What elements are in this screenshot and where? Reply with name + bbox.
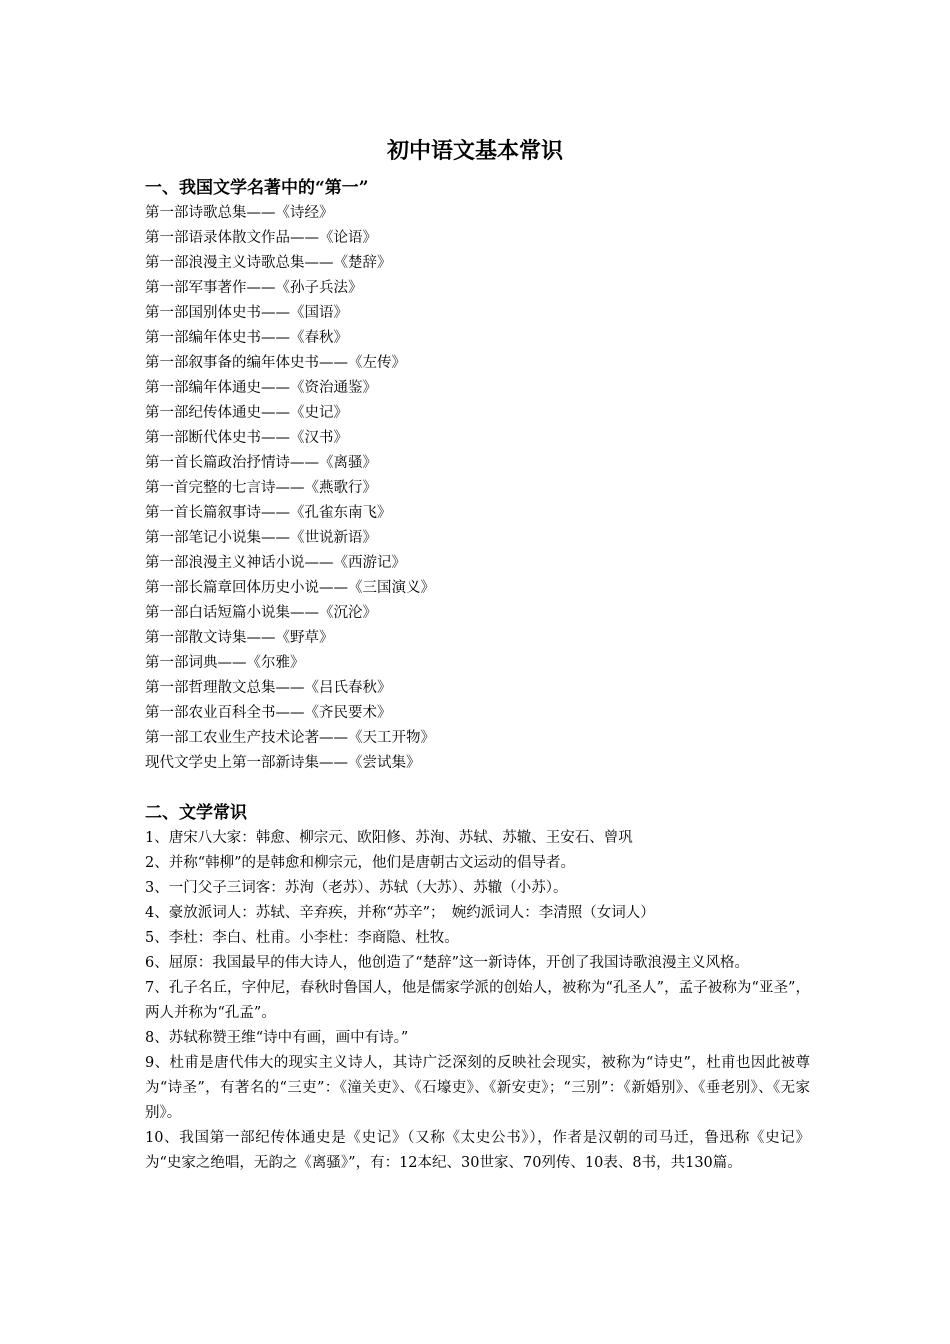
list-item: 1、唐宋八大家：韩愈、柳宗元、欧阳修、苏洵、苏轼、苏辙、王安石、曾巩 (145, 830, 633, 846)
list-item: 第一部浪漫主义神话小说——《西游记》 (145, 555, 406, 571)
document-title: 初中语文基本常识 (386, 138, 563, 164)
section-2-list (145, 826, 810, 1176)
list-item: 5、李杜：李白、杜甫。小李杜：李商隐、杜牧。 (145, 930, 459, 946)
list-item: 第一部诗歌总集——《诗经》 (145, 205, 334, 221)
list-item: 第一首长篇叙事诗——《孔雀东南飞》 (145, 505, 392, 521)
section-1-list (145, 201, 810, 776)
list-item: 10、我国第一部纪传体通史是《史记》（又称《太史公书》），作者是汉朝的司马迁，鲁迅称《史记》为“史家之绝唱，无韵之《离骚》”，有：12本纪、30世家、70列传、10表、8书，共130篇。 (145, 1130, 810, 1171)
section-spacer (145, 776, 810, 801)
list-item: 第一部白话短篇小说集——《沉沦》 (145, 605, 377, 621)
list-item: 第一部纪传体通史——《史记》 (145, 405, 348, 421)
list-item: 6、屈原：我国最早的伟大诗人，他创造了“楚辞”这一新诗体，开创了我国诗歌浪漫主义风格。 (145, 955, 750, 971)
list-item: 第一部哲理散文总集——《吕氏春秋》 (145, 680, 392, 696)
list-item: 第一部断代体史书——《汉书》 (145, 430, 348, 446)
list-item: 第一部语录体散文作品——《论语》 (145, 230, 377, 246)
list-item: 现代文学史上第一部新诗集——《尝试集》 (145, 755, 421, 771)
list-item: 第一首长篇政治抒情诗——《离骚》 (145, 455, 377, 471)
list-item: 3、一门父子三词客：苏洵（老苏）、苏轼（大苏）、苏辙（小苏）。 (145, 880, 568, 896)
list-item: 第一部编年体通史——《资治通鉴》 (145, 380, 377, 396)
list-item: 第一首完整的七言诗——《燕歌行》 (145, 480, 377, 496)
list-item: 第一部农业百科全书——《齐民要术》 (145, 705, 392, 721)
list-item: 第一部军事著作——《孙子兵法》 (145, 280, 363, 296)
list-item: 第一部词典——《尔雅》 (145, 655, 305, 671)
list-item: 4、豪放派词人：苏轼、辛弃疾，并称“苏辛”； 婉约派词人：李清照（女词人） (145, 905, 655, 921)
list-item: 第一部国别体史书——《国语》 (145, 305, 348, 321)
list-item: 第一部编年体史书——《春秋》 (145, 330, 348, 346)
list-item: 第一部长篇章回体历史小说——《三国演义》 (145, 580, 435, 596)
list-item: 9、杜甫是唐代伟大的现实主义诗人，其诗广泛深刻的反映社会现实，被称为“诗史”，杜甫也因此被尊为“诗圣”，有著名的“三吏”：《潼关吏》、《石壕吏》、《新安吏》；“三别”：《新婚别》、《垂老别》、《无家别》。 (145, 1055, 810, 1121)
list-item: 7、孔子名丘，字仲尼，春秋时鲁国人，他是儒家学派的创始人，被称为“孔圣人”，孟子被称为“亚圣”，两人并称为“孔孟”。 (145, 980, 810, 1021)
list-item: 第一部笔记小说集——《世说新语》 (145, 530, 377, 546)
list-item: 第一部浪漫主义诗歌总集——《楚辞》 (145, 255, 392, 271)
section-1-heading: 一、我国文学名著中的“第一” (145, 178, 369, 198)
document-body (145, 176, 810, 1176)
list-item: 第一部工农业生产技术论著——《天工开物》 (145, 730, 435, 746)
list-item: 第一部散文诗集——《野草》 (145, 630, 334, 646)
list-item: 2、并称“韩柳”的是韩愈和柳宗元，他们是唐朝古文运动的倡导者。 (145, 855, 576, 871)
list-item: 第一部叙事备的编年体史书——《左传》 (145, 355, 406, 371)
list-item: 8、苏轼称赞王维“诗中有画，画中有诗。” (145, 1030, 409, 1046)
section-2-heading: 二、文学常识 (145, 803, 247, 823)
